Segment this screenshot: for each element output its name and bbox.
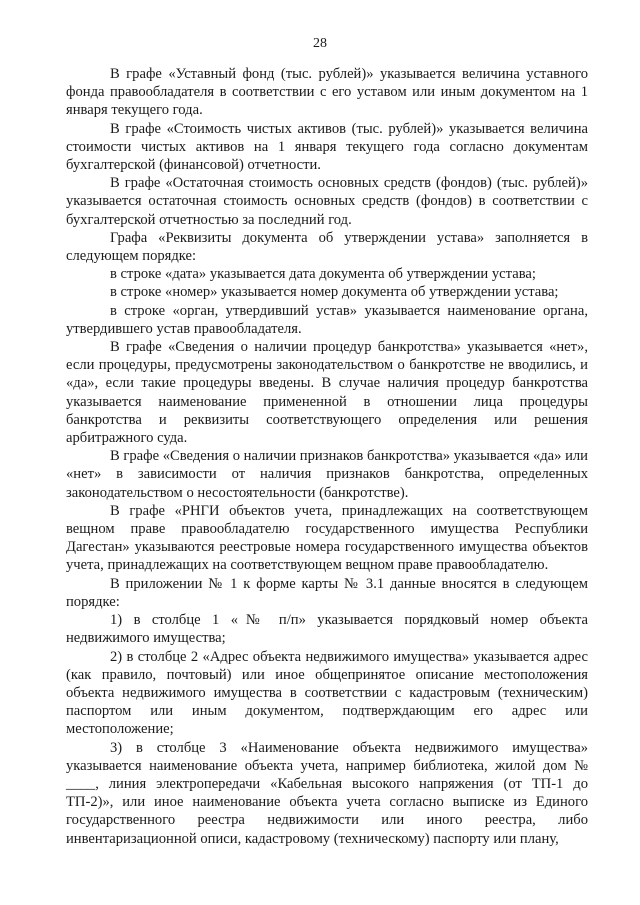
paragraph-column-2: 2) в столбце 2 «Адрес объекта недвижимого имущества» указывается адрес (как правило, почтовый) или иное общепринятое описание местоположения объекта недвижимого имущества в соответствии с кадастровым (техническим) паспортом или иным документом, подтверждающим его адрес или местоположение; — [66, 648, 588, 738]
paragraph-bankruptcy-procedures: В графе «Сведения о наличии процедур банкротства» указывается «нет», если процедуры, предусмотрены законодательством о банкротстве не вводились, и «да», если такие процедуры введены. В случае наличия процедур банкротства указывается наименование примененной в отношении лица процедуры банкротства и реквизиты соответствующего определения или решения арбитражного суда. — [66, 339, 588, 447]
paragraph-charter-authority: в строке «орган, утвердивший устав» указывается наименование органа, утвердившего устав правообладателя. — [66, 302, 588, 337]
paragraph-charter-details: Графа «Реквизиты документа об утверждении устава» заполняется в следующем порядке: — [66, 229, 588, 265]
paragraph-residual-value: В графе «Остаточная стоимость основных средств (фондов) (тыс. рублей)» указывается остаточная стоимость основных средств (фондов) в соответствии с бухгалтерской отчетностью за последний год. — [66, 175, 588, 228]
paragraph-bankruptcy-signs: В графе «Сведения о наличии признаков банкротства» указывается «да» или «нет» в зависимости от наличия признаков банкротства, определенных законодательством о несостоятельности (банкротстве). — [66, 448, 588, 501]
paragraph-appendix-intro: В приложении № 1 к форме карты № 3.1 данные вносятся в следующем порядке: — [66, 575, 588, 610]
page-number: 28 — [313, 36, 327, 51]
document-body — [66, 65, 588, 848]
paragraph-column-1: 1) в столбце 1 «№ п/п» указывается порядковый номер объекта недвижимого имущества; — [66, 612, 588, 647]
paragraph-charter-date: в строке «дата» указывается дата документа об утверждении устава; — [110, 266, 536, 283]
paragraph-net-assets: В графе «Стоимость чистых активов (тыс. рублей)» указывается величина стоимости чистых активов на 1 января текущего года согласно документам бухгалтерской (финансовой) отчетности. — [66, 120, 588, 174]
paragraph-registry-numbers: В графе «РНГИ объектов учета, принадлежащих на соответствующем вещном праве правообладателю государственного имущества Республики Дагестан» указываются реестровые номера государственного имущества объектов учета, принадлежащих на соответствующем вещном праве правообладателю. — [66, 502, 588, 574]
paragraph-column-3: 3) в столбце 3 «Наименование объекта недвижимого имущества» указывается наименование объекта учета, например библиотека, жилой дом № ____, линия электропередачи «Кабельная высокого напряжения (от ТП-1 до ТП-2)», или иное наименование объекта учета согласно выписке из Единого государственного реестра недвижимости или иного реестра, либо инвентаризационной описи, кадастровому (техническому) паспорту или плану, — [66, 739, 588, 847]
paragraph-authorized-capital: В графе «Уставный фонд (тыс. рублей)» указывается величина уставного фонда правообладателя в соответствии с его уставом или иным документом на 1 января текущего года. — [66, 66, 588, 119]
paragraph-charter-number: в строке «номер» указывается номер документа об утверждении устава; — [110, 284, 559, 301]
